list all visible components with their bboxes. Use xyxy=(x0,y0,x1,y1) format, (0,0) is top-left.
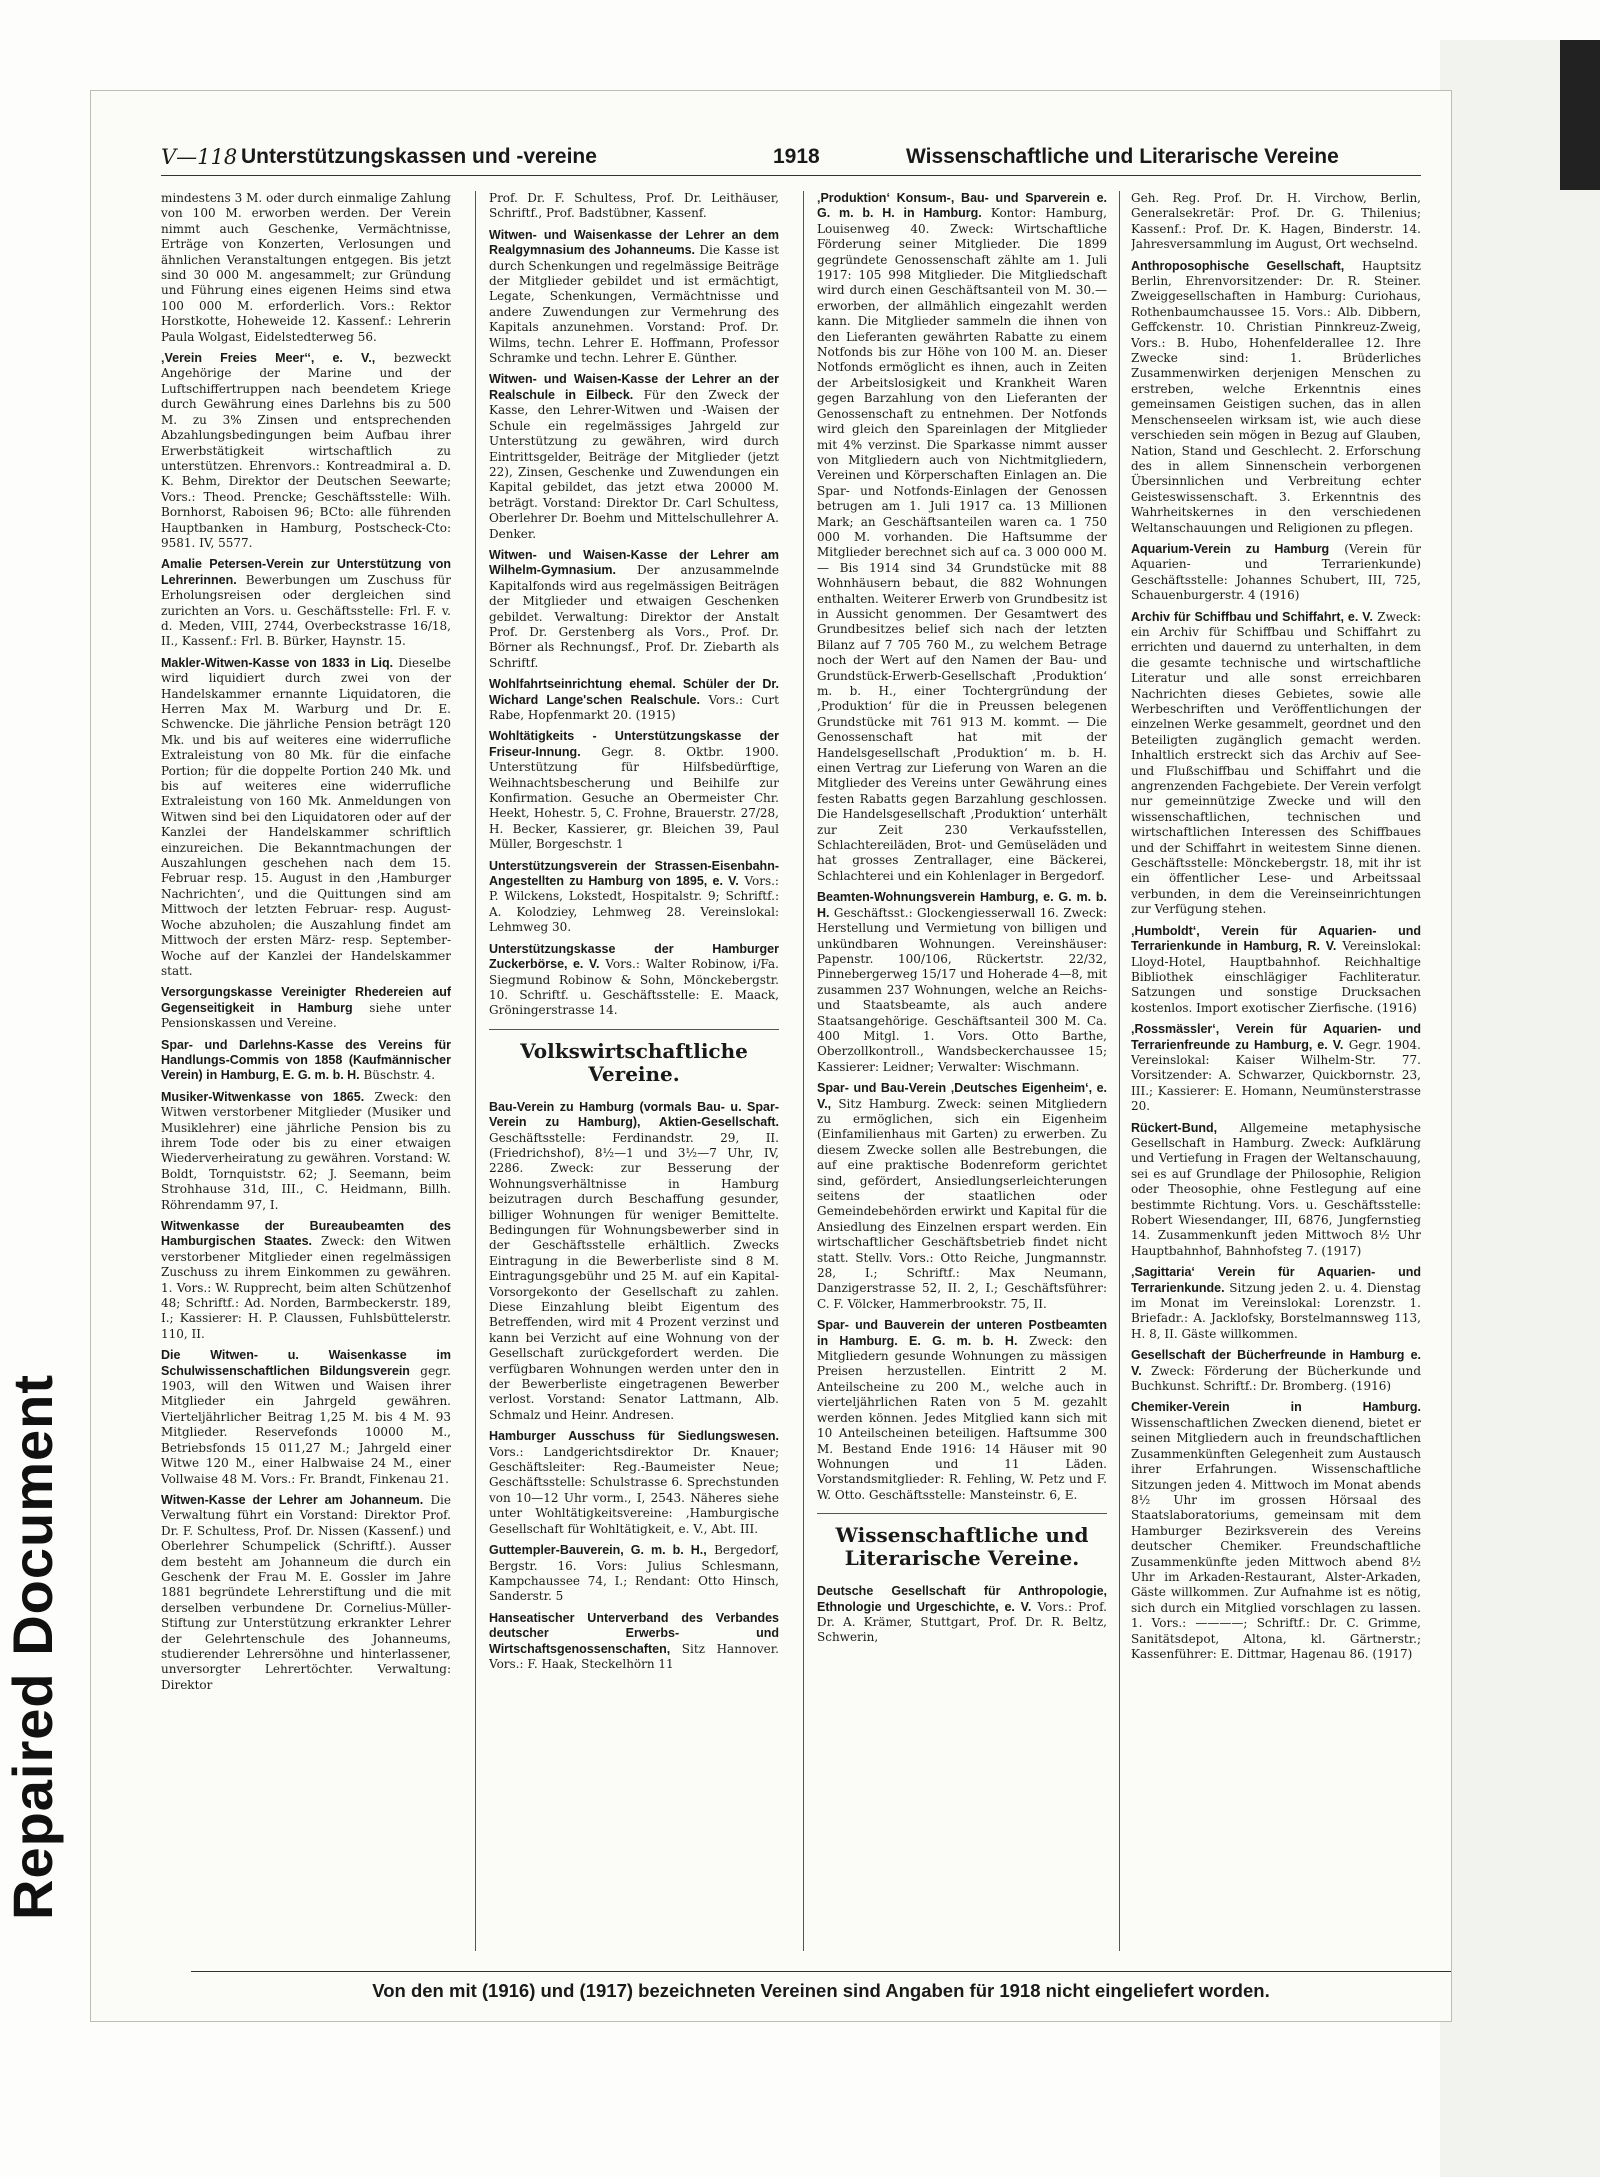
association-entry xyxy=(489,859,779,936)
entry-title: Unterstützungskasse der Hamburger Zuckerbörse, e. V. xyxy=(489,941,779,972)
entry-text: bezweckt Angehörige der Marine und der Luftschiffertruppen nach beendetem Kriege durch Gewährung eines Darlehns bis zu 500 M. zu 3% Zinsen und entsprechenden Abzahlungsbedingungen beim Aufbau ihrer Erwerbstätigkeit wirtschaftlich zu unterstützen. Ehrenvors.: Kontreadmiral a. D. K. Behm, Direktor der Deutschen Seewarte; Vors.: Theod. Prencke; Geschäftsstelle: Wilh. Bornhorst, Raboisen 96; BCto: alle führenden Hauptbanken in Hamburg, Postscheck-Cto: 9581. IV, 5577. xyxy=(161,351,451,550)
entry-text: Bergedorf, Bergstr. 16. Vors: Julius Schlesmann, Kampchaussee 74, I.; Rendant: Otto Hinsch, Sanderstr. 5 xyxy=(489,1543,779,1604)
association-entry xyxy=(489,1429,779,1537)
entry-title: Witwen- und Waisen-Kasse der Lehrer an der Realschule in Eilbeck. xyxy=(489,372,779,402)
association-entry xyxy=(1131,1022,1421,1114)
entry-text: siehe unter Pensionskassen und Vereine. xyxy=(161,1000,451,1031)
association-entry xyxy=(1131,1400,1421,1662)
entry-text: Zweck: den Mitgliedern gesunde Wohnungen zu mässigen Preisen herzustellen. Eintritt 2 M. Anteilscheine zu 200 M., welche auch in vierteljährlichen Raten von 5 M. gezahlt werden können. Jedes Mitglied kann sich mit 10 Anteilscheinen beteiligen. Haftsumme 300 M. Bestand Ende 1916: 14 Häuser mit 90 Wohnungen und 11 Läden. Vorstandsmitglieder: R. Fehling, W. Petz und F. W. Otto. Geschäftsstelle: Mansteinstr. 6, E. xyxy=(817,1333,1107,1502)
entry-title: ‚Produktion‘ Konsum-, Bau- und Sparverein e. G. m. b. H. in Hamburg. xyxy=(817,191,1107,221)
association-entry xyxy=(161,1348,451,1487)
entry-text: Kontor: Hamburg, Louisenweg 40. Zweck: Wirtschaftliche Förderung seiner Mitglieder. Die 1899 gegründete Genossenschaft zählte am 1. Juli 1917: 105 998 Mitglieder. Die Mitgliedschaft wird durch einen Geschäftsanteil von M. 30.— erworben, der allmählich eingezahlt werden kann. Die Mitglieder sammeln die ihnen von den Lieferanten gewährten Rabatte zu einem Notfonds bis zur Höhe von 100 M. an. Dieser Notfonds ermöglicht es ihnen, auch in Zeiten der Arbeitslosigkeit und Krankheit Waren gegen Barzahlung von den Lieferanten der Genossenschaft zu entnehmen. Der Notfonds wird gleich den Spareinlagen der Mitglieder mit 4% verzinst. Die Sparkasse nimmt ausser von Mitgliedern auch von Nichtmitgliedern, Vereinen und Körperschaften Einlagen an. Die Spar- und Notfonds-Einlagen der Genossen betrugen am 1. Juli 1917 ca. 13 Millionen Mark; an Geschäftsanteilen waren ca. 1 750 000 M. vorhanden. Die Haftsumme der Mitglieder berechnet sich auf ca. 3 000 000 M. — Bis 1914 sind 34 Grundstücke mit 88 Wohnhäusern bebaut, die 882 Wohnungen enthalten. Weiterer Erwerb von Grundbesitz ist in Aussicht genommen. Der Gesamtwert des Grundbesitzes belief sich nach der letzten Bilanz auf 7 705 760 M., zu welchem Betrage noch der Wert auf den Namen der Bau- und Grundstück-Erwerb-Gesellschaft ‚Produktion‘ m. b. H., einer Tochtergründung der ‚Produktion‘ für die in Preussen belegenen Grundstücke mit 761 913 M. kommt. — Die Genossenschaft hat mit der Handelsgesellschaft ‚Produktion‘ m. b. H. einen Vertrag zur Lieferung von Waren an die Mitglieder des Vereins unter Gewährung eines festen Rabatts gegen Barzahlung geschlossen. Die Handelsgesellschaft ‚Produktion‘ unterhält zur Zeit 230 Verkaufsstellen, Schlachtereiläden, Brot- und Gemüseläden und hat grosses Zentrallager, eine Bäckerei, Schlachterei und ein Kohlenlager in Bergedorf. xyxy=(817,206,1107,883)
entry-text: Vors.: Curt Rabe, Hopfenmarkt 20. (1915) xyxy=(489,692,779,722)
entry-text: Gegr. 1904. Vereinslokal: Kaiser Wilhelm-Str. 77. Vorsitzender: A. Schwarzer, Quickbornstr. 23, III.; Kassierer: E. Homann, Neumünsterstrasse 20. xyxy=(1131,1037,1421,1114)
association-entry xyxy=(161,1038,451,1084)
entry-text: Hauptsitz Berlin, Ehrenvorsitzender: Dr. R. Steiner. Zweiggesellschaften in Hamburg: Curiohaus, Rothenbaumchaussee 15. Vors.: Alb. Dibbern, Geffckenstr. 10. Christian Pinnkreuz-Zweig, Vors.: B. Hubo, Hohenfelderallee 12. Ihre Zwecke sind: 1. Brüderliches Zusammenwirken derjenigen Menschen zu erstreben, welche Erkenntnis eines gemeinsamen Geistigen suchen, das in allen Menschenseelen wirksam ist, wie auch diese verschieden sein mögen in Bezug auf Glauben, Nation, Stand und Geschlecht. 2. Erforschung des in allem Sinnenschein verborgenen Übersinnlichen und Verbreitung echter Geisteswissenschaft. 3. Erkenntnis des Wahrheitskernes in den verschiedenen Weltanschauungen und Religionen zu pflegen. xyxy=(1131,258,1421,535)
entry-title: Beamten-Wohnungsverein Hamburg, e. G. m. b. H. xyxy=(817,890,1107,920)
entry-title: Hamburger Ausschuss für Siedlungswesen. xyxy=(489,1429,779,1444)
entry-text: Vors.: P. Wilckens, Lokstedt, Hospitalstr. 9; Schriftf.: A. Kolodziey, Lehmweg 28. Vereinslokal: Lehmweg 30. xyxy=(489,874,779,935)
column-4 xyxy=(1131,191,1421,1941)
entry-text: Geschäftsstelle: Ferdinandstr. 29, II. (Friedrichshof), 8½—1 und 3½—7 Uhr, IV, 2286. Zweck: zur Besserung der Wohnungsverhältnisse in Hamburg beizutragen durch Beschaffung gesunder, billiger Wohnungen für weniger Bemittelte. Bedingungen für Wohnungsbewerber sind in der Geschäftsstelle erhältlich. Zwecks Eintragung in die Bewerberliste sind 8 M. Eintragungsgebühr und 25 M. auf ein Kapital-Vorsorgekonto der Gesellschaft zu zahlen. Diese Einzahlung bleibt Eigentum des Betreffenden, wird mit 4 Prozent verzinst und kann bei Verzicht auf eine Wohnung von der Gesellschaft zurückgefordert werden. Die verfügbaren Wohnungen werden unter den in der Bewerberliste eingetragenen Bewerber verlost. Vorstand: Senator Lattmann, Alb. Schmalz und Heinr. Andresen. xyxy=(489,1130,779,1422)
entry-title: Amalie Petersen-Verein zur Unterstützung von Lehrerinnen. xyxy=(161,557,451,587)
entry-title: ‚Humboldt‘, Verein für Aquarien- und Terrarienkunde in Hamburg, R. V. xyxy=(1131,923,1421,954)
association-entry xyxy=(161,191,451,345)
association-entry xyxy=(817,1318,1107,1503)
entry-text: gegr. 1903, will den Witwen und Waisen ihrer Mitglieder ein Jahrgeld gewähren. Vierteljährlicher Beitrag 1,25 M. bis 4 M. 93 Mitglieder. Reservefonds 10000 M., Betriebsfonds 15 011,27 M.; Jahrgeld einer Witwe 120 M., einer Halbwaise 24 M., einer Vollwaise 48 M. Vors.: Fr. Brandt, Finkenau 21. xyxy=(161,1363,451,1486)
association-entry xyxy=(817,191,1107,884)
adjacent-page-edge xyxy=(1440,40,1600,2177)
entry-title: Archiv für Schiffbau und Schiffahrt, e. V. xyxy=(1131,609,1373,624)
association-entry xyxy=(1131,1121,1421,1260)
entry-text: mindestens 3 M. oder durch einmalige Zahlung von 100 M. erworben werden. Der Verein nimmt auch Geschenke, Vermächtnisse, Erträge von Konzerten, Verlosungen und ähnlichen Veranstaltungen entgegen. Bis jetzt sind 30 000 M. angesammelt; zur Gründung und Führung eines eigenen Heims sind etwa 100 000 M. erforderlich. Vors.: Rektor Horstkotte, Hoheweide 12. Kassenf.: Lehrerin Paula Wolgast, Eidelstedterweg 56. xyxy=(161,191,451,344)
entry-title: Hanseatischer Unterverband des Verbandes deutscher Erwerbs- und Wirtschaftsgenossenschaften, xyxy=(489,1610,779,1656)
entry-title: Wohlfahrtseinrichtung ehemal. Schüler der Dr. Wichard Lange'schen Realschule. xyxy=(489,677,779,707)
section-heading: Volkswirtschaftliche Vereine. xyxy=(489,1029,779,1086)
entry-title: Spar- und Bauverein der unteren Postbeamten in Hamburg. E. G. m. b. H. xyxy=(817,1318,1107,1348)
entry-title: Wohltätigkeits - Unterstützungskasse der Friseur-Innung. xyxy=(489,729,779,759)
entry-title: ‚Rossmässler‘, Verein für Aquarien- und Terrarienfreunde zu Hamburg, e. V. xyxy=(1131,1022,1421,1052)
entry-title: Die Witwen- u. Waisenkasse im Schulwissenschaftlichen Bildungsverein xyxy=(161,1348,451,1378)
entry-text: Dieselbe wird liquidiert durch zwei von der Handelskammer ernannte Liquidatoren, die Herren Max M. Warburg und Dr. E. Schwencke. Die jährliche Pension beträgt 120 Mk. und bis auf weiteres eine widerrufliche Extraleistung von 80 Mk. für die einfache Portion; für die doppelte Portion 240 Mk. und bis auf weiteres eine widerrufliche Extraleistung von 160 Mk. Anmeldungen von Witwen sind bei den Liquidatoren oder auf der Kanzlei der Handelskammer schriftlich einzureichen. Die Bekanntmachungen der Auszahlungen geschehen nach dem 15. Februar resp. 15. August in den ‚Hamburger Nachrichten‘, und die Quittungen sind am Mittwoch der letzten Februar- resp. August-Woche abzuholen; die Auszahlung findet am Mittwoch der ersten März- resp. September-Woche auf der Kanzlei der Handelskammer statt. xyxy=(161,655,451,978)
entry-text: Zweck: Förderung der Bücherkunde und Buchkunst. Schriftf.: Dr. Bromberg. (1916) xyxy=(1131,1363,1421,1394)
column-2 xyxy=(489,191,779,1941)
entry-text: (Verein für Aquarien- und Terrarienkunde) Geschäftsstelle: Johannes Schubert, III, 725, Schauenburgerstr. 4 (1916) xyxy=(1131,541,1421,603)
dark-corner xyxy=(1560,40,1600,190)
association-entry xyxy=(489,191,779,222)
running-title-left: Unterstützungskassen und -vereine xyxy=(241,145,597,168)
entry-title: Makler-Witwen-Kasse von 1833 in Liq. xyxy=(161,655,394,670)
entry-title: Witwen-Kasse der Lehrer am Johanneum. xyxy=(161,1492,424,1507)
association-entry xyxy=(817,890,1107,1075)
association-entry xyxy=(1131,1348,1421,1394)
entry-text: Die Kasse ist durch Schenkungen und regelmässige Beiträge der Mitglieder gebildet und ist ermächtigt, Legate, Schenkungen, Vermächtnisse und andere Zuwendungen zur Vermehrung des Kapitals anzunehmen. Vorstand: Prof. Dr. Wilms, techn. Lehrer E. Hoffmann, Professor Schramke und techn. Lehrer E. Günther. xyxy=(489,243,779,366)
entry-title: Bau-Verein zu Hamburg (vormals Bau- u. Spar-Verein zu Hamburg), Aktien-Gesellschaft. xyxy=(489,1099,779,1130)
column-rule xyxy=(1119,191,1120,1951)
column-1 xyxy=(161,191,451,1941)
entry-title: Deutsche Gesellschaft für Anthropologie, Ethnologie und Urgeschichte, e. V. xyxy=(817,1584,1107,1614)
association-entry xyxy=(1131,1265,1421,1342)
association-entry xyxy=(489,228,779,367)
entry-text: Vereinslokal: Lloyd-Hotel, Hauptbahnhof. Reichhaltige Bibliothek einschlägiger Fachliteratur. Satzungen und sonstige Drucksachen kostenlos. Import exotischer Zierfische. (1916) xyxy=(1131,939,1421,1015)
association-entry xyxy=(489,942,779,1019)
page xyxy=(90,90,1452,2022)
association-entry xyxy=(161,1090,451,1213)
entry-title: ‚Verein Freies Meer‘‘, e. V., xyxy=(161,351,376,366)
entry-title: Spar- und Darlehns-Kasse des Vereins für Handlungs-Commis von 1858 (Kaufmännischer Verein) in Hamburg, E. G. m. b. H. xyxy=(161,1037,451,1083)
page-header xyxy=(161,141,1421,176)
entry-text: Die Verwaltung führt ein Vorstand: Direktor Prof. Dr. F. Schultess, Prof. Dr. Nissen (Kassenf.) und Oberlehrer Schumpelick (Schriftf.). Ausser dem besteht am Johanneum die durch ein Geschenk der Frau M. E. Gossler im Jahre 1881 begründete Lehrerstiftung und die mit derselben verbundene Dr. Cornelius-Müller-Stiftung zur Unterstützung erkrankter Lehrer der Gelehrtenschule des Johanneums, studierender Lehrersöhne und hinterlassener, unversorgter Lehrertöchter. Verwaltung: Direktor xyxy=(161,1492,451,1692)
entry-text: Büschstr. 4. xyxy=(363,1068,436,1083)
entry-text: Bewerbungen um Zuschuss für Erholungsreisen oder dergleichen sind zurichten an Vors. u. Geschäftsstelle: Frl. F. v. d. Meden, VIII, 2744, Overbeckstrasse 16/18, II., Kassenf.: Frl. B. Bürker, Haynstr. 15. xyxy=(161,572,451,649)
association-entry xyxy=(489,1100,779,1424)
entry-title: Musiker-Witwenkasse von 1865. xyxy=(161,1089,365,1104)
running-title-right: Wissenschaftliche und Literarische Vereine xyxy=(906,145,1339,168)
association-entry xyxy=(1131,542,1421,604)
year: 1918 xyxy=(773,145,820,168)
association-entry xyxy=(161,985,451,1031)
column-rule xyxy=(475,191,476,1951)
association-entry xyxy=(161,1219,451,1342)
entry-text: Sitzung jeden 2. u. 4. Dienstag im Monat im Vereinslokal: Lorenzstr. 1. Briefadr.: A. Jacklofsky, Borstelmannsweg 113, H. 8, II. Gäste willkommen. xyxy=(1131,1280,1421,1341)
entry-text: Zweck: ein Archiv für Schiffbau und Schiffahrt zu errichten und dauernd zu unterhalten, in dem die gesamte technische und wirtschaftliche Literatur und alle sonst erreichbaren Nachrichten dieses Gebietes, sowie alle Werbeschriften und Veröffentlichungen der einzelnen Werke gesammelt, geordnet und den Beteiligten zugänglich gemacht werden. Inhaltlich erstreckt sich das Archiv auf See- und Flußschiffbau und Schiffahrt und die angrenzenden Fachgebiete. Der Verein verfolgt nur gemeinnützige Zwecke und will den wissenschaftlichen, technischen und wirtschaftlichen Interessen des Schiffbaues und der Schiffahrt in weitestem Sinne dienen. Geschäftsstelle: Mönckebergstr. 18, mit ihr ist ein öffentlicher Lese- und Arbeitssaal verbunden, in dem die Vereinseinrichtungen zur Verfügung stehen. xyxy=(1131,609,1421,917)
entry-text: Zweck: den Witwen verstorbener Mitglieder (Musiker und Musiklehrer) eine jährliche Pension bis zu ihrem Tode oder bis zu einer etwaigen Wiederverheiratung zu gewähren. Vorstand: W. Boldt, Tornquiststr. 62; J. Seemann, beim Strohhause 31d, III., C. Heidmann, Billh. Röhrendamm 97, I. xyxy=(161,1089,451,1212)
entry-text: Der anzusammelnde Kapitalfonds wird aus regelmässigen Beiträgen der Mitglieder und etwaigen Geschenken gebildet. Verwaltung: Direktor der Anstalt Prof. Dr. Gerstenberg als Vors., Prof. Dr. Börner als Rechnungsf., Prof. Dr. Ziebarth als Schriftf. xyxy=(489,563,779,670)
entry-text: Geh. Reg. Prof. Dr. H. Virchow, Berlin, Generalsekretär: Prof. Dr. G. Thilenius; Kassenf.: Prof. Dr. K. Hagen, Binderstr. 14. Jahresversammlung im August, Ort wechselnd. xyxy=(1131,191,1421,252)
section-heading: Wissenschaftliche und Literarische Vereine. xyxy=(817,1513,1107,1570)
entry-title: ‚Sagittaria‘ Verein für Aquarien- und Terrarienkunde. xyxy=(1131,1265,1421,1295)
entry-text: Geschäftsst.: Glockengiesserwall 16. Zweck: Herstellung und Vermietung von billigen und unkündbaren Wohnungen. Vereinshäuser: Papenstr. 100/106, Rückertstr. 22/32, Pinnebergerweg 15/17 und Hoherade 4—8, mit zusammen 237 Wohnungen, welche an Reichs- und Staatsbeamte, als auch andere Staatsangehörige. Geschäftsanteil 300 M. Ca. 400 Mitgl. 1. Vors. Otto Barthe, Oberzollkontroll., Wandsbeckerchaussee 15; Kassierer: Leidner; Verwalter: Wischmann. xyxy=(817,905,1107,1074)
entry-title: Chemiker-Verein in Hamburg. xyxy=(1131,1400,1421,1415)
entry-text: Sitz Hamburg. Zweck: seinen Mitgliedern zu ermöglichen, sich ein Eigenheim (Einfamilienhaus mit Garten) zu erwerben. Zu diesem Zwecke sollen alle Bestrebungen, die auf eine praktische Bodenreform gerichtet sind, gefördert, Ansiedlungserleichterungen seitens der staatlichen oder Gemeindebehörden erwirkt und Kapital für die Ansiedlung des Einzelnen erspart werden. Ein wirtschaftlicher Geschäftsbetrieb findet nicht statt. Stellv. Vors.: Otto Reiche, Jungmannstr. 28, I.; Schriftf.: Max Neumann, Danzigerstrasse 52, II. 2, I.; Geschäftsführer: C. F. Völcker, Hammerbrookstr. 75, II. xyxy=(817,1096,1107,1311)
entry-text: Sitz Hannover. Vors.: F. Haak, Steckelhörn 11 xyxy=(489,1641,779,1671)
entry-title: Versorgungskasse Vereinigter Rhedereien auf Gegenseitigkeit in Hamburg xyxy=(161,985,451,1015)
association-entry xyxy=(817,1081,1107,1312)
entry-title: Rückert-Bund, xyxy=(1131,1120,1218,1135)
association-entry xyxy=(1131,191,1421,253)
entry-text: Für den Zweck der Kasse, den Lehrer-Witwen und -Waisen der Schule ein regelmässiges Jahrgeld zur Unterstützung zu gewähren, wird durch Eintrittsgelder, Beiträge der Mitglieder (jetzt 22), Zinsen, Geschenke und Zuwendungen ein Kapital gebildet, das jetzt etwa 20000 M. beträgt. Vorstand: Direktor Dr. Carl Schultess, Oberlehrer Dr. Boehm und Mittelschullehrer A. Denker. xyxy=(489,387,779,541)
column-rule xyxy=(803,191,804,1951)
association-entry xyxy=(489,1543,779,1605)
spine-margin xyxy=(0,780,64,1980)
association-entry xyxy=(489,677,779,723)
association-entry xyxy=(161,1493,451,1693)
entry-title: Gesellschaft der Bücherfreunde in Hamburg e. V. xyxy=(1131,1348,1421,1378)
entry-text: Allgemeine metaphysische Gesellschaft in Hamburg. Zweck: Aufklärung und Vertiefung in Fragen der Weltanschauung, sei es auf Grundlage der Philosophie, Religion oder Theosophie, ohne Festlegung auf eine bestimmte Richtung. Vors. u. Geschäftsstelle: Robert Wiesendanger, III, 6876, Jungfernstieg 14. Zusammenkunft jeden Mittwoch 8½ Uhr Hauptbahnhof, Bahnhofsteg 7. (1917) xyxy=(1131,1120,1421,1258)
association-entry xyxy=(489,729,779,852)
entry-title: Spar- und Bau-Verein ‚Deutsches Eigenheim‘, e. V., xyxy=(817,1081,1107,1111)
association-entry xyxy=(489,1611,779,1673)
entry-title: Witwen- und Waisen-Kasse der Lehrer am Wilhelm-Gymnasium. xyxy=(489,547,779,578)
entry-text: Vors.: Landgerichtsdirektor Dr. Knauer; Geschäftsleiter: Reg.-Baumeister Neue; Geschäftsstelle: Schulstrasse 6. Sprechstunden von 10—12 Uhr vorm., I, 2543. Näheres siehe unter Wohltätigkeitsvereine: ‚Hamburgische Gesellschaft für Wohltätigkeit, e. V., Abt. III. xyxy=(489,1444,779,1536)
entry-text: Prof. Dr. F. Schultess, Prof. Dr. Leithäuser, Schriftf., Prof. Badstübner, Kassenf. xyxy=(489,191,779,221)
entry-text: Vors.: Prof. Dr. A. Krämer, Stuttgart, Prof. Dr. R. Beltz, Schwerin, xyxy=(817,1599,1107,1645)
entry-text: Gegr. 8. Oktbr. 1900. Unterstützung für Hilfsbedürftige, Weihnachtsbescherung und Beihilfe zur Konfirmation. Gesuche an Obermeister Chr. Heekt, Hohestr. 5, C. Frohne, Brauerstr. 27/28, H. Becker, Kassierer, gr. Bleichen 39, Paul Müller, Borgeschstr. 1 xyxy=(489,744,779,852)
entry-title: Witwen- und Waisenkasse der Lehrer an dem Realgymnasium des Johanneums. xyxy=(489,227,779,258)
entry-text: Zweck: den Witwen verstorbener Mitglieder einen regelmässigen Zuschuss zu ihrem Einkommen zu gewähren. 1. Vors.: W. Rupprecht, beim alten Schützenhof 48; Schriftf.: Ad. Norden, Barmbeckerstr. 189, I.; Kassierer: H. P. Claussen, Fuhlsbüttelerstr. 110, II. xyxy=(161,1234,451,1341)
association-entry xyxy=(489,372,779,541)
entry-title: Guttempler-Bauverein, G. m. b. H., xyxy=(489,1543,707,1558)
entry-text: Vors.: Walter Robinow, i/Fa. Siegmund Robinow & Sohn, Mönckebergstr. 10. Schriftf. u. Geschäftsstelle: E. Maack, Gröningerstrasse 14. xyxy=(489,957,779,1018)
column-3 xyxy=(817,191,1107,1941)
repaired-document-stamp: Repaired Document xyxy=(1,1374,64,1920)
association-entry xyxy=(817,1584,1107,1646)
entry-text: Wissenschaftlichen Zwecken dienend, bietet er seinen Mitgliedern auch in freundschaftlichen Zusammenkünften Gelegenheit zum Austausch ihrer Erfahrungen. Wissenschaftliche Sitzungen jeden 4. Mittwoch im Monat abends 8½ Uhr im grossen Hörsaal des Staatslaboratoriums, gemeinsam mit dem Hamburger Bezirksverein des Vereins deutscher Chemiker. Freundschaftliche Zusammenkünfte jeden Mittwoch abend 8½ Uhr im Arkaden-Restaurant, Alster-Arkaden, Gäste willkommen. Zur Aufnahme ist es nötig, sich durch ein Mitglied vorschlagen zu lassen. 1. Vors.: ————; Schriftf.: Dr. C. Grimme, Sanitätsdepot, Altona, kl. Gärtnerstr.; Kassenführer: E. Dittmar, Hagenau 86. (1917) xyxy=(1131,1415,1421,1661)
entry-title: Unterstützungsverein der Strassen-Eisenbahn-Angestellten zu Hamburg von 1895, e. V. xyxy=(489,858,779,889)
association-entry xyxy=(1131,259,1421,536)
entry-title: Aquarium-Verein zu Hamburg xyxy=(1131,541,1330,556)
association-entry xyxy=(1131,924,1421,1016)
association-entry xyxy=(1131,610,1421,918)
association-entry xyxy=(161,656,451,980)
association-entry xyxy=(161,557,451,649)
footnote: Von den mit (1916) und (1917) bezeichneten Vereinen sind Angaben für 1918 nicht eingeliefert worden. xyxy=(191,1971,1451,2002)
association-entry xyxy=(489,548,779,671)
entry-title: Witwenkasse der Bureaubeamten des Hamburgischen Staates. xyxy=(161,1219,451,1249)
entry-title: Anthroposophische Gesellschaft, xyxy=(1131,258,1345,273)
association-entry xyxy=(161,351,451,551)
page-number: V—118 xyxy=(161,145,238,169)
